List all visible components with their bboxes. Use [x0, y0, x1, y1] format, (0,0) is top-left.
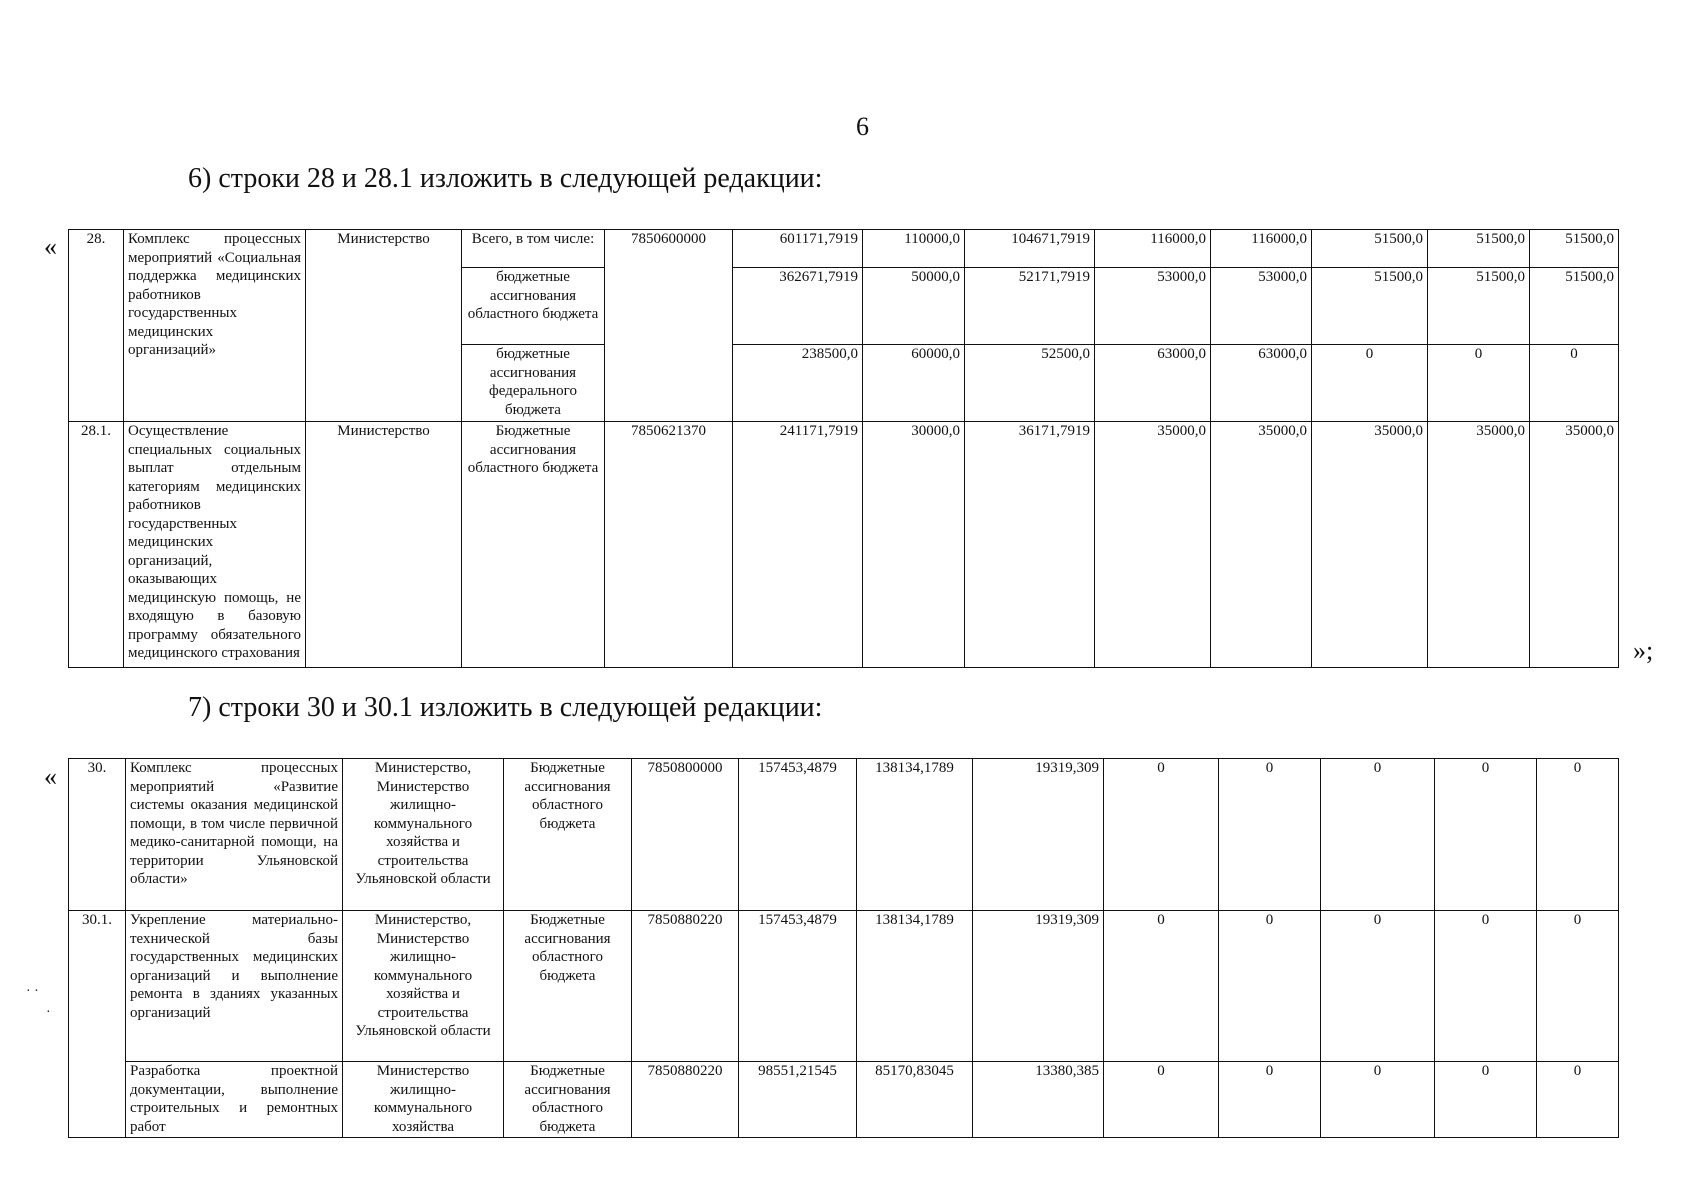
measure-name: Укрепление материально-технической базы государственных медицинских организаций и выполнение ремонта в зданиях указанных организаций: [126, 911, 343, 1062]
budget-code: 7850600000: [605, 230, 733, 422]
amount-cell: 51500,0: [1530, 230, 1619, 268]
amount-cell: 0: [1537, 911, 1619, 1062]
amount-cell: 0: [1530, 345, 1619, 422]
amount-cell: 116000,0: [1095, 230, 1211, 268]
amount-cell: 60000,0: [863, 345, 965, 422]
amount-cell: 0: [1104, 911, 1219, 1062]
amount-cell: 63000,0: [1095, 345, 1211, 422]
amount-cell: 138134,1789: [857, 911, 973, 1062]
funding-source: Бюджетные ассигнования областного бюджета: [504, 759, 632, 911]
amount-cell: 0: [1321, 911, 1435, 1062]
page-number: 6: [856, 112, 869, 141]
amount-cell: 0: [1321, 1062, 1435, 1138]
amount-cell: 362671,7919: [733, 268, 863, 345]
amount-cell: 0: [1104, 759, 1219, 911]
budget-code: 7850621370: [605, 422, 733, 668]
measure-name: Комплекс процессных мероприятий «Социальная поддержка медицинских работников государственных медицинских организаций»: [124, 230, 306, 422]
amount-cell: 98551,21545: [739, 1062, 857, 1138]
funding-source: Бюджетные ассигнования областного бюджета: [504, 911, 632, 1062]
open-quote-section-6: «: [44, 232, 57, 261]
amount-cell: 0: [1219, 759, 1321, 911]
funding-source: бюджетные ассигнования федерального бюджета: [462, 345, 605, 422]
amount-cell: 104671,7919: [965, 230, 1095, 268]
amount-cell: 0: [1435, 1062, 1537, 1138]
funding-source: бюджетные ассигнования областного бюджета: [462, 268, 605, 345]
amount-cell: 238500,0: [733, 345, 863, 422]
amount-cell: 35000,0: [1312, 422, 1428, 668]
open-quote-section-7: «: [44, 762, 57, 791]
amount-cell: 30000,0: [863, 422, 965, 668]
amount-cell: 0: [1537, 1062, 1619, 1138]
amount-cell: 35000,0: [1428, 422, 1530, 668]
executor: Министерство: [306, 422, 462, 668]
row-number: 30.: [69, 759, 126, 911]
row-number: 30.1.: [69, 911, 126, 1138]
amount-cell: 0: [1219, 911, 1321, 1062]
amount-cell: 35000,0: [1095, 422, 1211, 668]
amount-cell: 116000,0: [1211, 230, 1312, 268]
funding-source: Бюджетные ассигнования областного бюджета: [462, 422, 605, 668]
amount-cell: 138134,1789: [857, 759, 973, 911]
table-row: [69, 911, 1619, 1062]
measure-name: Осуществление специальных социальных выплат отдельным категориям медицинских работников государственных медицинских организаций, оказывающих медицинскую помощь, не входящую в базовую программу обязательного медицинского страхования: [124, 422, 306, 668]
measure-name: Разработка проектной документации, выполнение строительных и ремонтных работ: [126, 1062, 343, 1138]
amount-cell: 0: [1435, 911, 1537, 1062]
close-quote-section-6: »;: [1633, 636, 1654, 665]
amount-cell: 36171,7919: [965, 422, 1095, 668]
budget-table-section-7: [68, 758, 1619, 1138]
table-row: [69, 1062, 1619, 1138]
amount-cell: 63000,0: [1211, 345, 1312, 422]
amount-cell: 53000,0: [1211, 268, 1312, 345]
amount-cell: 85170,83045: [857, 1062, 973, 1138]
amount-cell: 601171,7919: [733, 230, 863, 268]
amount-cell: 241171,7919: [733, 422, 863, 668]
funding-source: Всего, в том числе:: [462, 230, 605, 268]
amount-cell: 110000,0: [863, 230, 965, 268]
amount-cell: 51500,0: [1428, 230, 1530, 268]
measure-name: Комплекс процессных мероприятий «Развитие системы оказания медицинской помощи, в том числе первичной медико-санитарной помощи, на территории Ульяновской области»: [126, 759, 343, 911]
executor: Министерство: [306, 230, 462, 422]
executor: Министерство, Министерство жилищно-коммунального хозяйства и строительства Ульяновской области: [343, 759, 504, 911]
amount-cell: 19319,309: [973, 911, 1104, 1062]
section-7-instruction: 7) строки 30 и 30.1 изложить в следующей редакции:: [188, 692, 823, 723]
amount-cell: 19319,309: [973, 759, 1104, 911]
amount-cell: 51500,0: [1312, 230, 1428, 268]
executor: Министерство жилищно-коммунального хозяйства: [343, 1062, 504, 1138]
amount-cell: 0: [1104, 1062, 1219, 1138]
amount-cell: 0: [1219, 1062, 1321, 1138]
scan-speck: ·: [46, 1005, 51, 1020]
budget-code: 7850800000: [632, 759, 739, 911]
executor: Министерство, Министерство жилищно-коммунального хозяйства и строительства Ульяновской области: [343, 911, 504, 1062]
amount-cell: 13380,385: [973, 1062, 1104, 1138]
amount-cell: 157453,4879: [739, 759, 857, 911]
amount-cell: 51500,0: [1530, 268, 1619, 345]
amount-cell: 52500,0: [965, 345, 1095, 422]
amount-cell: 51500,0: [1428, 268, 1530, 345]
budget-code: 7850880220: [632, 1062, 739, 1138]
amount-cell: 50000,0: [863, 268, 965, 345]
row-number: 28.1.: [69, 422, 124, 668]
amount-cell: 0: [1428, 345, 1530, 422]
amount-cell: 35000,0: [1530, 422, 1619, 668]
funding-source: Бюджетные ассигнования областного бюджета: [504, 1062, 632, 1138]
amount-cell: 53000,0: [1095, 268, 1211, 345]
amount-cell: 0: [1435, 759, 1537, 911]
amount-cell: 157453,4879: [739, 911, 857, 1062]
table-row: [69, 230, 1619, 268]
row-number: 28.: [69, 230, 124, 422]
budget-code: 7850880220: [632, 911, 739, 1062]
amount-cell: 0: [1321, 759, 1435, 911]
amount-cell: 0: [1312, 345, 1428, 422]
amount-cell: 0: [1537, 759, 1619, 911]
amount-cell: 35000,0: [1211, 422, 1312, 668]
amount-cell: 52171,7919: [965, 268, 1095, 345]
section-6-instruction: 6) строки 28 и 28.1 изложить в следующей редакции:: [188, 163, 823, 194]
table-row: [69, 422, 1619, 668]
budget-table-section-6: [68, 229, 1619, 668]
amount-cell: 51500,0: [1312, 268, 1428, 345]
table-row: [69, 759, 1619, 911]
scan-speck: · ·: [26, 984, 39, 999]
